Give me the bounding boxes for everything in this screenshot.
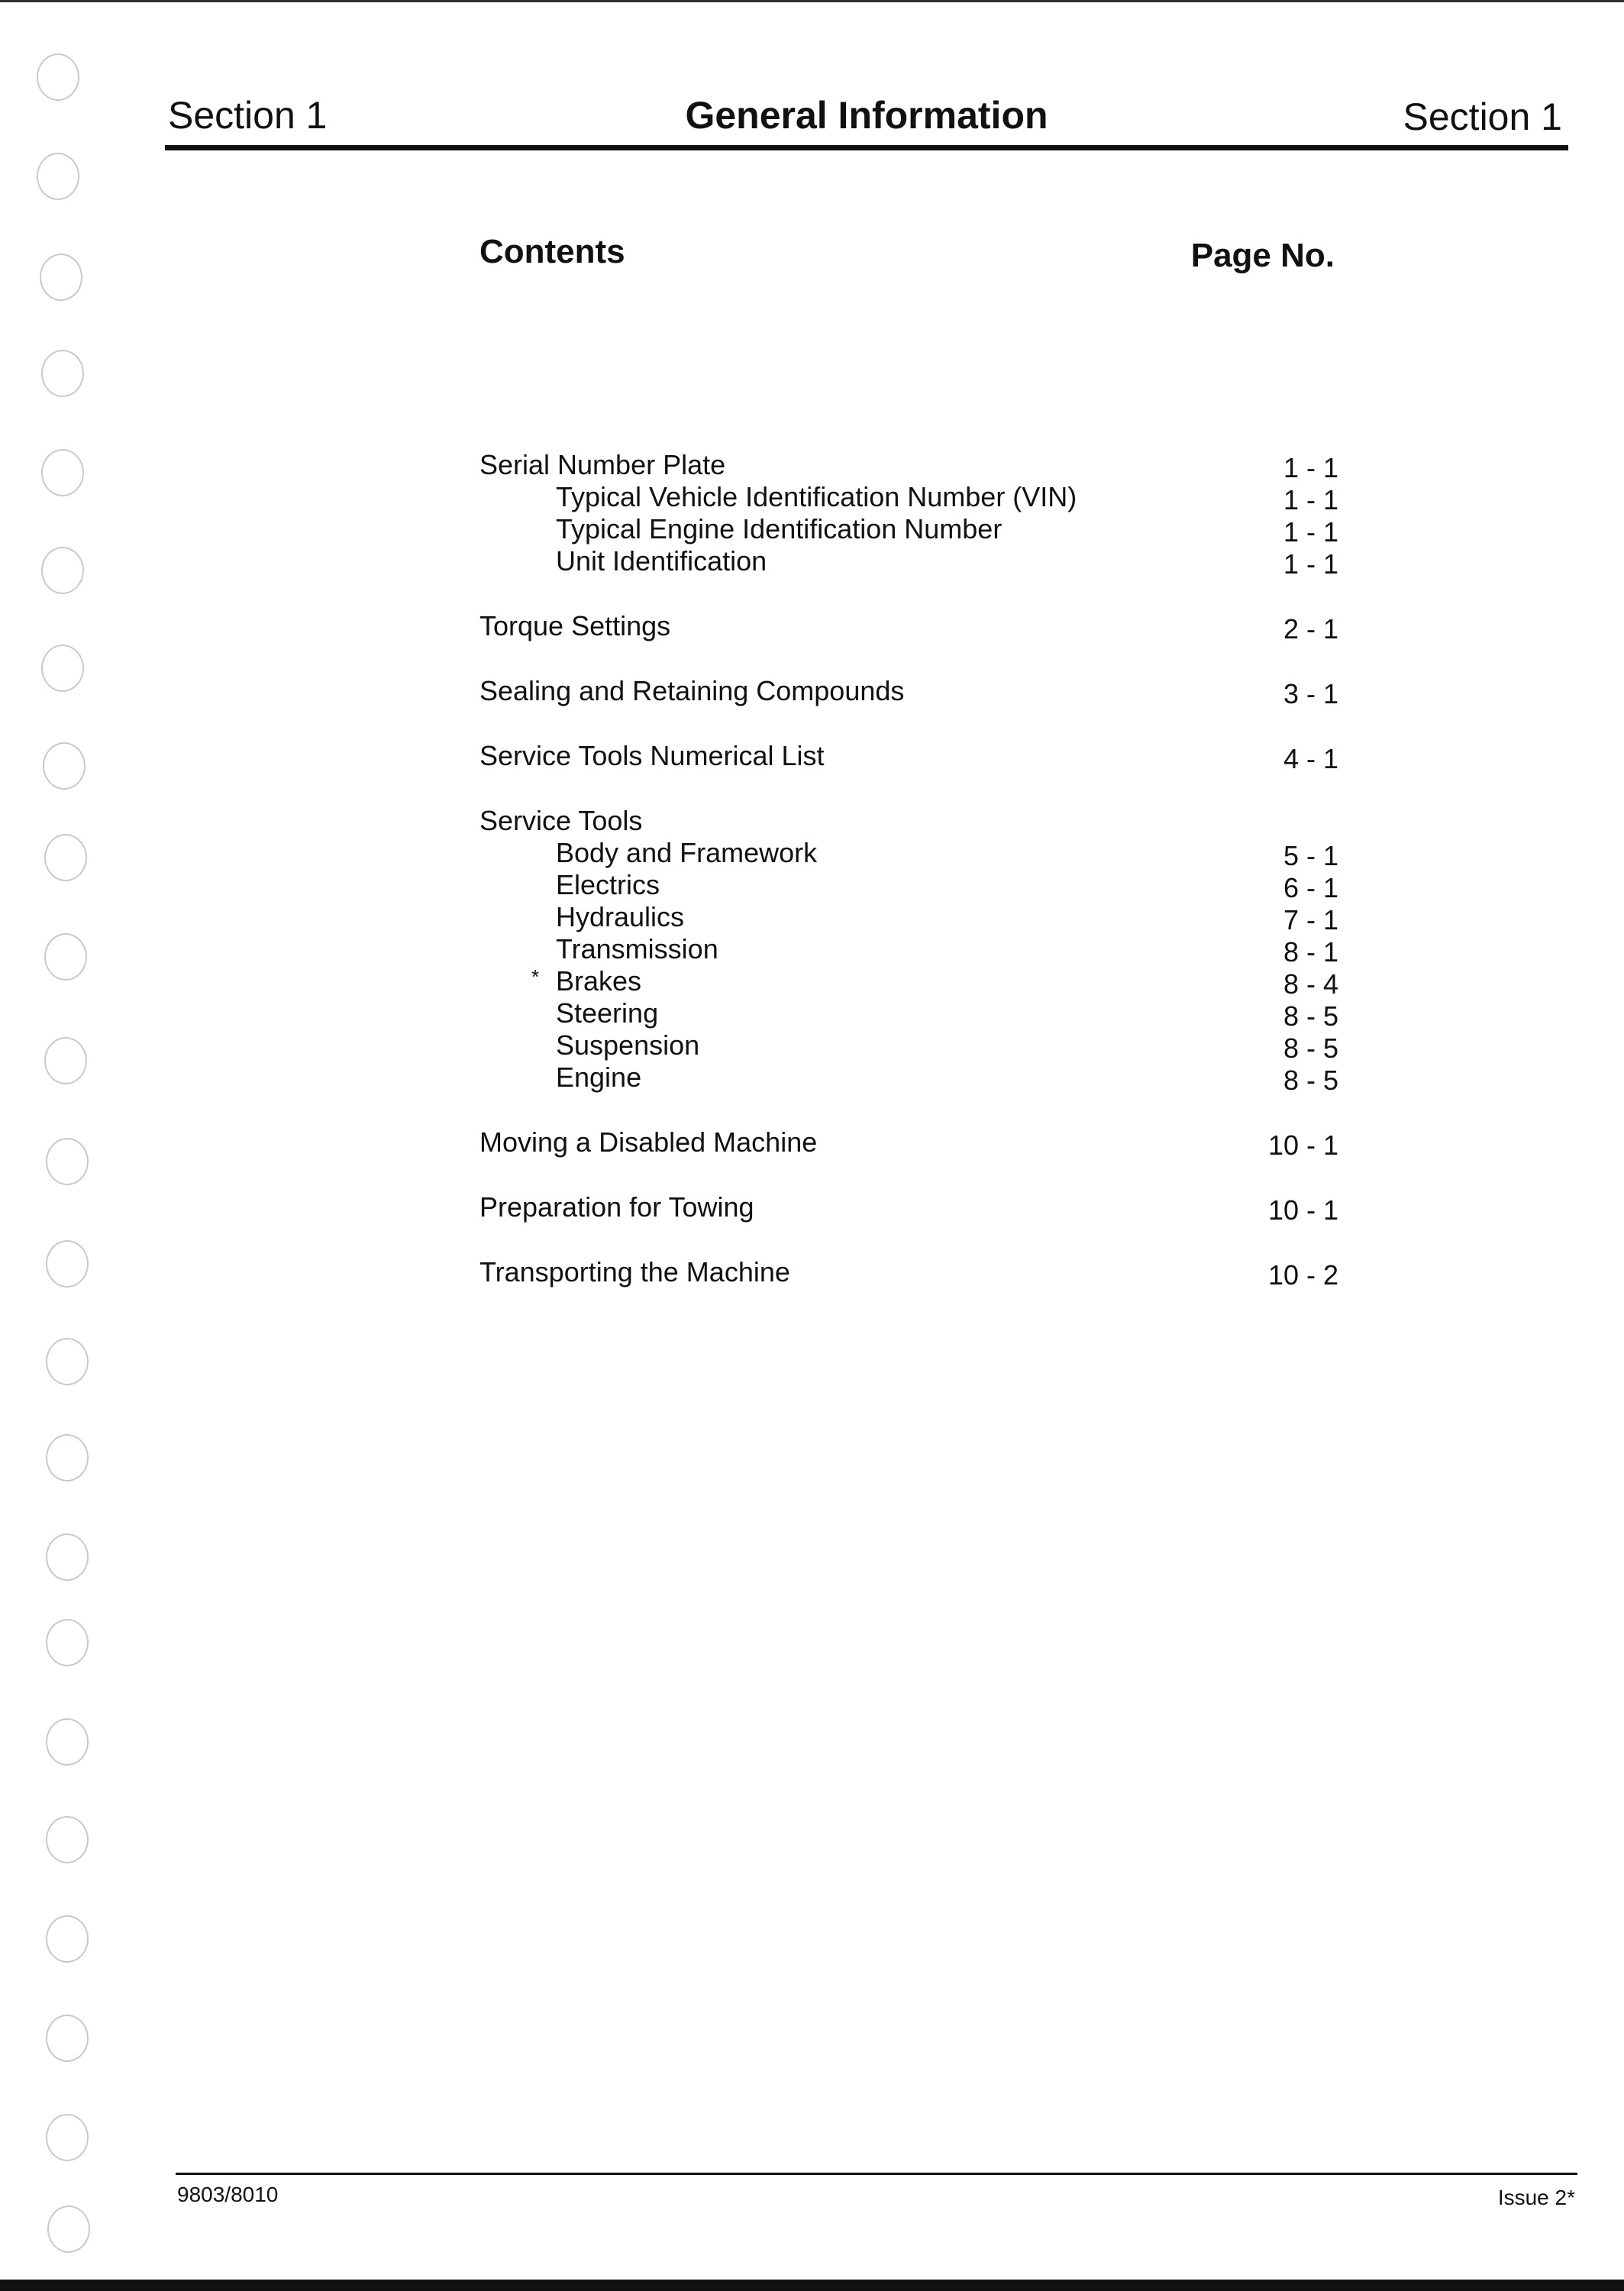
page-number-heading: Page No. [1190,237,1335,274]
contents-heading: Contents [479,233,625,270]
toc-entry-brakes[interactable] [479,965,1338,1000]
toc-entry-label: Service Tools [479,805,643,836]
toc-entry-torque-settings[interactable] [479,610,1338,645]
toc-entry-label: Sealing and Retaining Compounds [479,675,905,706]
toc-entry-label: Transmission [556,933,718,965]
toc-entry-typical-vin[interactable] [479,481,1338,513]
binding-hole-icon [46,1533,89,1581]
toc-entry-label: Typical Vehicle Identification Number (VIN) [556,481,1077,512]
bottom-edge-band [0,2280,1624,2291]
binding-hole-icon [46,1138,89,1185]
toc-spacer [479,1223,1338,1256]
binding-hole-icon [41,449,84,496]
toc-spacer [479,1094,1338,1126]
footer-rule [176,2173,1577,2175]
toc-entry-transporting[interactable] [479,1256,1338,1291]
binding-hole-icon [43,742,86,790]
toc-entry-sealing-compounds[interactable] [479,675,1338,707]
toc-entry-transmission[interactable] [479,933,1338,968]
binding-hole-icon [46,1718,89,1766]
toc-spacer [479,1158,1338,1191]
binding-hole-icon [47,2205,90,2253]
toc-entry-label: Serial Number Plate [479,449,726,480]
toc-entry-typical-engine-id[interactable] [479,513,1338,548]
toc-entry-page: 8 - 5 [1283,1065,1338,1096]
toc-entry-label: Engine [556,1061,642,1093]
toc-spacer [479,772,1338,805]
toc-spacer [479,707,1338,740]
toc-entry-suspension[interactable] [479,1029,1338,1064]
toc-entry-label: Service Tools Numerical List [479,740,825,771]
toc-entry-towing[interactable] [479,1191,1338,1226]
binding-hole-icon [37,153,79,200]
header-rule [165,145,1568,150]
page-header [165,84,1568,153]
toc-entry-body-framework[interactable] [479,837,1338,869]
binding-hole-icon [41,645,84,692]
issue-number: Issue 2* [1497,2186,1575,2209]
toc-entry-service-tools[interactable] [479,805,1338,837]
toc-entry-page: 1 - 1 [1283,516,1338,548]
document-number: 9803/8010 [177,2183,279,2206]
toc-entry-label: Transporting the Machine [479,1256,790,1288]
toc-entry-label: Torque Settings [479,610,671,641]
toc-entry-engine[interactable] [479,1061,1338,1094]
binding-hole-icon [44,1037,87,1084]
binding-hole-icon [41,350,84,397]
toc-entry-page: 2 - 1 [1283,613,1338,645]
toc-entry-label: Typical Engine Identification Number [556,513,1002,544]
toc-entry-moving-disabled[interactable] [479,1126,1338,1161]
toc-entry-page: 8 - 1 [1283,936,1338,968]
binding-hole-icon [46,1619,89,1666]
toc-entry-page: 10 - 1 [1267,1194,1338,1226]
toc-entry-label: Steering [556,997,659,1029]
toc-entry-page: 10 - 2 [1267,1259,1338,1291]
toc-entry-page: 1 - 1 [1283,484,1338,515]
toc-entry-label: Preparation for Towing [479,1191,754,1223]
toc-entry-label: Hydraulics [556,901,685,932]
toc-entry-label: Brakes [556,965,642,997]
toc-entry-service-tools-list[interactable] [479,740,1338,772]
header-section-right: Section 1 [1403,95,1562,138]
toc-entry-page: 6 - 1 [1283,872,1338,903]
toc-entry-page: 5 - 1 [1283,840,1338,871]
toc-spacer [479,577,1338,610]
binding-hole-icon [44,834,87,881]
binding-hole-icon [37,53,79,101]
binding-hole-icon [46,1816,89,1863]
binding-hole-icon [46,1338,89,1385]
toc-entry-serial-number-plate[interactable] [479,449,1338,481]
binding-hole-icon [41,547,84,594]
binding-hole-icon [44,933,87,981]
header-section-left: Section 1 [168,94,328,137]
toc-entry-electrics[interactable] [479,869,1338,901]
table-of-contents [479,449,1338,1291]
binding-holes [0,0,107,2291]
toc-entry-page: 4 - 1 [1283,743,1338,774]
toc-entry-hydraulics[interactable] [479,901,1338,933]
toc-entry-page: 8 - 4 [1283,968,1338,1000]
revision-asterisk: * [531,965,540,988]
toc-entry-steering[interactable] [479,997,1338,1032]
toc-entry-page: 1 - 1 [1283,548,1338,580]
binding-hole-icon [46,1240,89,1288]
binding-hole-icon [46,1434,89,1482]
toc-entry-page: 10 - 1 [1267,1129,1338,1161]
binding-hole-icon [46,2015,89,2062]
toc-entry-label: Electrics [556,869,660,900]
toc-entry-unit-identification[interactable] [479,545,1338,580]
toc-entry-page: 1 - 1 [1283,452,1338,483]
toc-entry-label: Moving a Disabled Machine [479,1126,818,1158]
top-edge-rule [0,0,1624,2]
toc-entry-page: 3 - 1 [1283,678,1338,709]
page-title: General Information [685,94,1048,137]
toc-entry-page: 7 - 1 [1283,904,1338,935]
binding-hole-icon [40,254,82,301]
toc-entry-page: 8 - 5 [1283,1000,1338,1032]
toc-entry-label: Suspension [556,1029,700,1061]
toc-spacer [479,642,1338,675]
toc-entry-label: Unit Identification [556,545,767,577]
binding-hole-icon [46,1915,89,1963]
toc-entry-label: Body and Framework [556,837,818,868]
toc-headings [479,233,1335,279]
binding-hole-icon [46,2114,89,2161]
toc-entry-page: 8 - 5 [1283,1032,1338,1064]
